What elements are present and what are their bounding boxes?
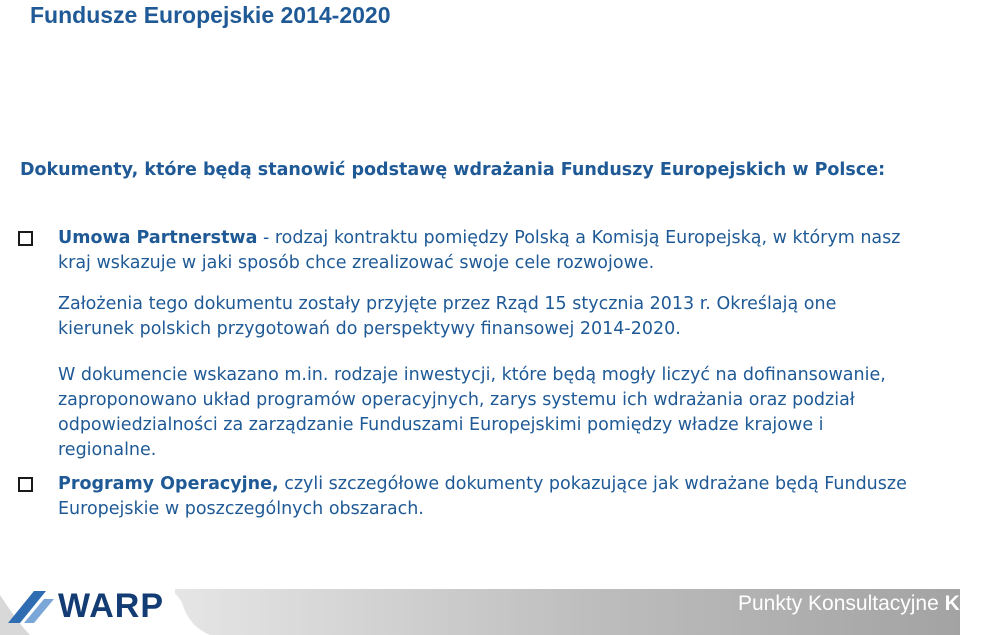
bullet-bold-term: Umowa Partnerstwa	[58, 228, 258, 248]
bullet-bold-term: Programy Operacyjne,	[58, 474, 279, 494]
warp-logo-mark-icon	[8, 585, 56, 625]
ksu-label-text: Punkty Konsultacyjne	[738, 592, 939, 615]
checkbox-bullet-icon	[18, 477, 33, 492]
warp-logo-text: WARP	[58, 587, 164, 625]
bullet-text	[58, 472, 908, 522]
page-title: Fundusze Europejskie 2014-2020	[30, 2, 391, 28]
checkbox-bullet-icon	[18, 231, 33, 246]
bullet-description: czyli szczegółowe dokumenty pokazujące jak wdrażane będą Fundusze Europejskie w poszczególnych obszarach.	[58, 474, 907, 519]
paragraph-zalozenia: Założenia tego dokumentu zostały przyjęte przez Rząd 15 stycznia 2013 r. Określają one kierunek polskich przygotowań do perspektywy finansowej 2014-2020.	[58, 294, 837, 339]
bullet-text	[58, 226, 908, 276]
bullet-description: - rodzaj kontraktu pomiędzy Polską a Komisją Europejską, w którym nasz kraj wskazuje w jaki sposób chce zrealizować swoje cele rozwojowe.	[58, 228, 901, 273]
ksu-label	[738, 592, 989, 616]
paragraph-w-dokumencie: W dokumencie wskazano m.in. rodzaje inwestycji, które będą mogły liczyć na dofinansowanie, zaproponowano układ programów operacyjnych, zarys systemu ich wdrażania oraz podział odpowiedzialności za zarządzanie Funduszami Europejskimi pomiędzy władze krajowe i regionalne.	[58, 365, 886, 460]
ksu-label-bold: KSU	[944, 592, 989, 615]
section-heading: Dokumenty, które będą stanowić podstawę wdrażania Funduszy Europejskich w Polsce:	[20, 160, 886, 180]
footer-bar	[0, 575, 989, 635]
